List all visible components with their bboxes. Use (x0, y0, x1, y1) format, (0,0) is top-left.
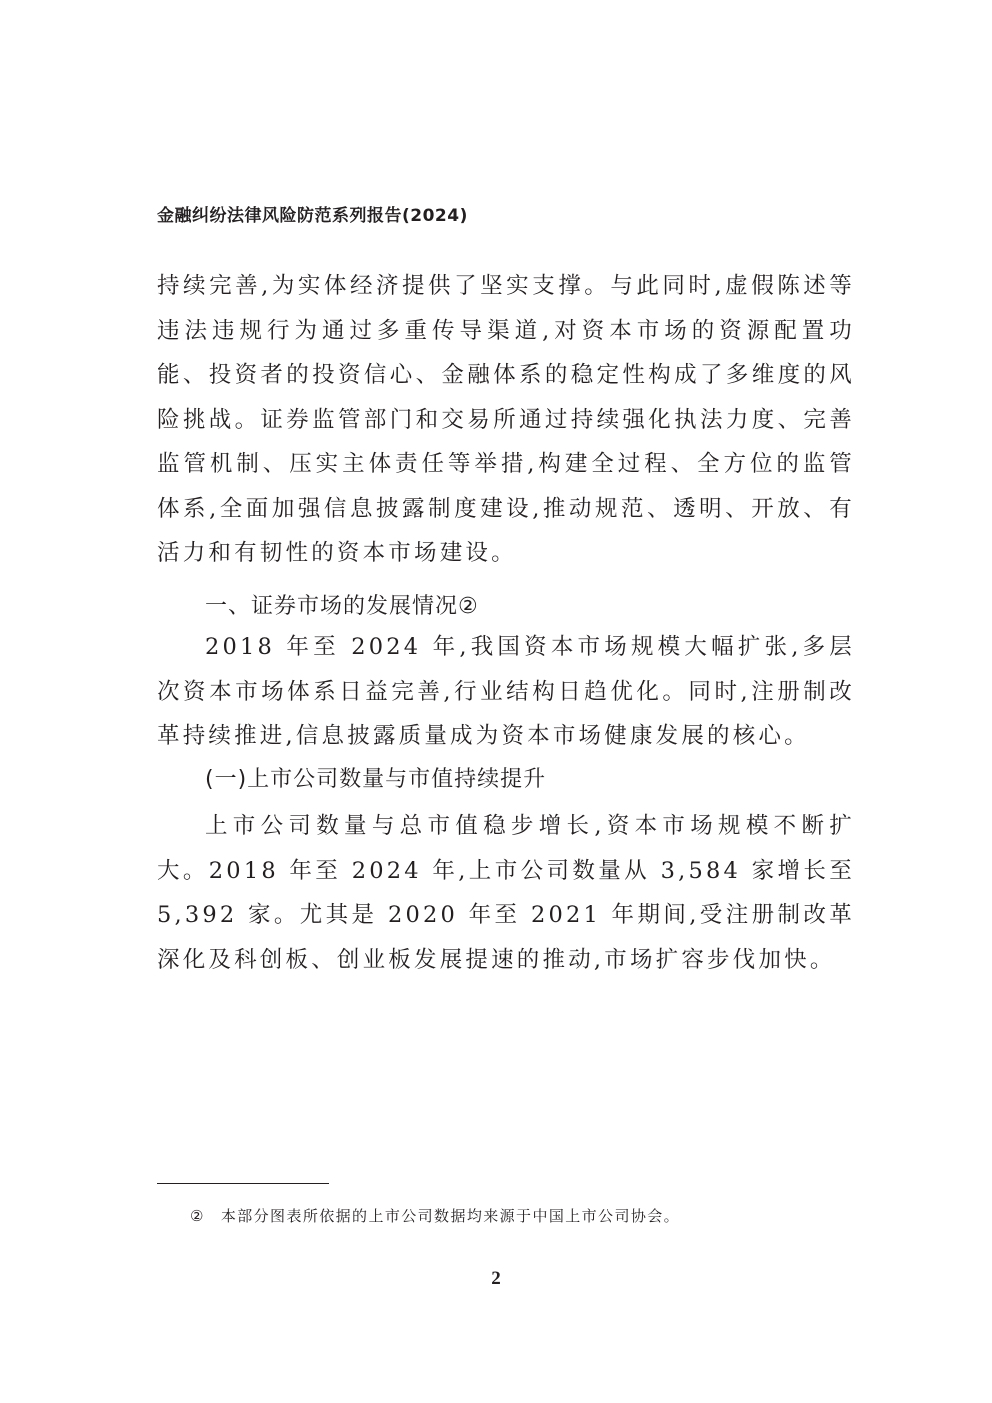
body-paragraph: 2018 年至 2024 年,我国资本市场规模大幅扩张,多层次资本市场体系日益完善,行业结构日趋优化。同时,注册制改革持续推进,信息披露质量成为资本市场健康发展的核心。 (157, 634, 855, 749)
body-paragraph: 持续完善,为实体经济提供了坚实支撑。与此同时,虚假陈述等违法违规行为通过多重传导渠道,对资本市场的资源配置功能、投资者的投资信心、金融体系的稳定性构成了多维度的风险挑战。证券监管部门和交易所通过持续强化执法力度、完善监管机制、压实主体责任等举措,构建全过程、全方位的监管体系,全面加强信息披露制度建设,推动规范、透明、开放、有活力和有韧性的资本市场建设。 (157, 273, 855, 566)
section-heading: 一、证券市场的发展情况② (205, 594, 479, 619)
footnote-divider (157, 1183, 329, 1184)
footnote-mark: ② (190, 1207, 205, 1225)
running-header: 金融纠纷法律风险防范系列报告(2024) (157, 206, 468, 226)
body-paragraph: 上市公司数量与总市值稳步增长,资本市场规模不断扩大。2018 年至 2024 年,上市公司数量从 3,584 家增长至 5,392 家。尤其是 2020 年至 2021 年期间,受注册制改革深化及科创板、创业板发展提速的推动,市场扩容步伐加快。 (157, 813, 855, 973)
footnote-text: 本部分图表所依据的上市公司数据均来源于中国上市公司协会。 (220, 1207, 681, 1225)
footnote (190, 1205, 680, 1227)
page-number: 2 (491, 1268, 501, 1289)
subsection-heading: (一)上市公司数量与市值持续提升 (205, 767, 547, 792)
